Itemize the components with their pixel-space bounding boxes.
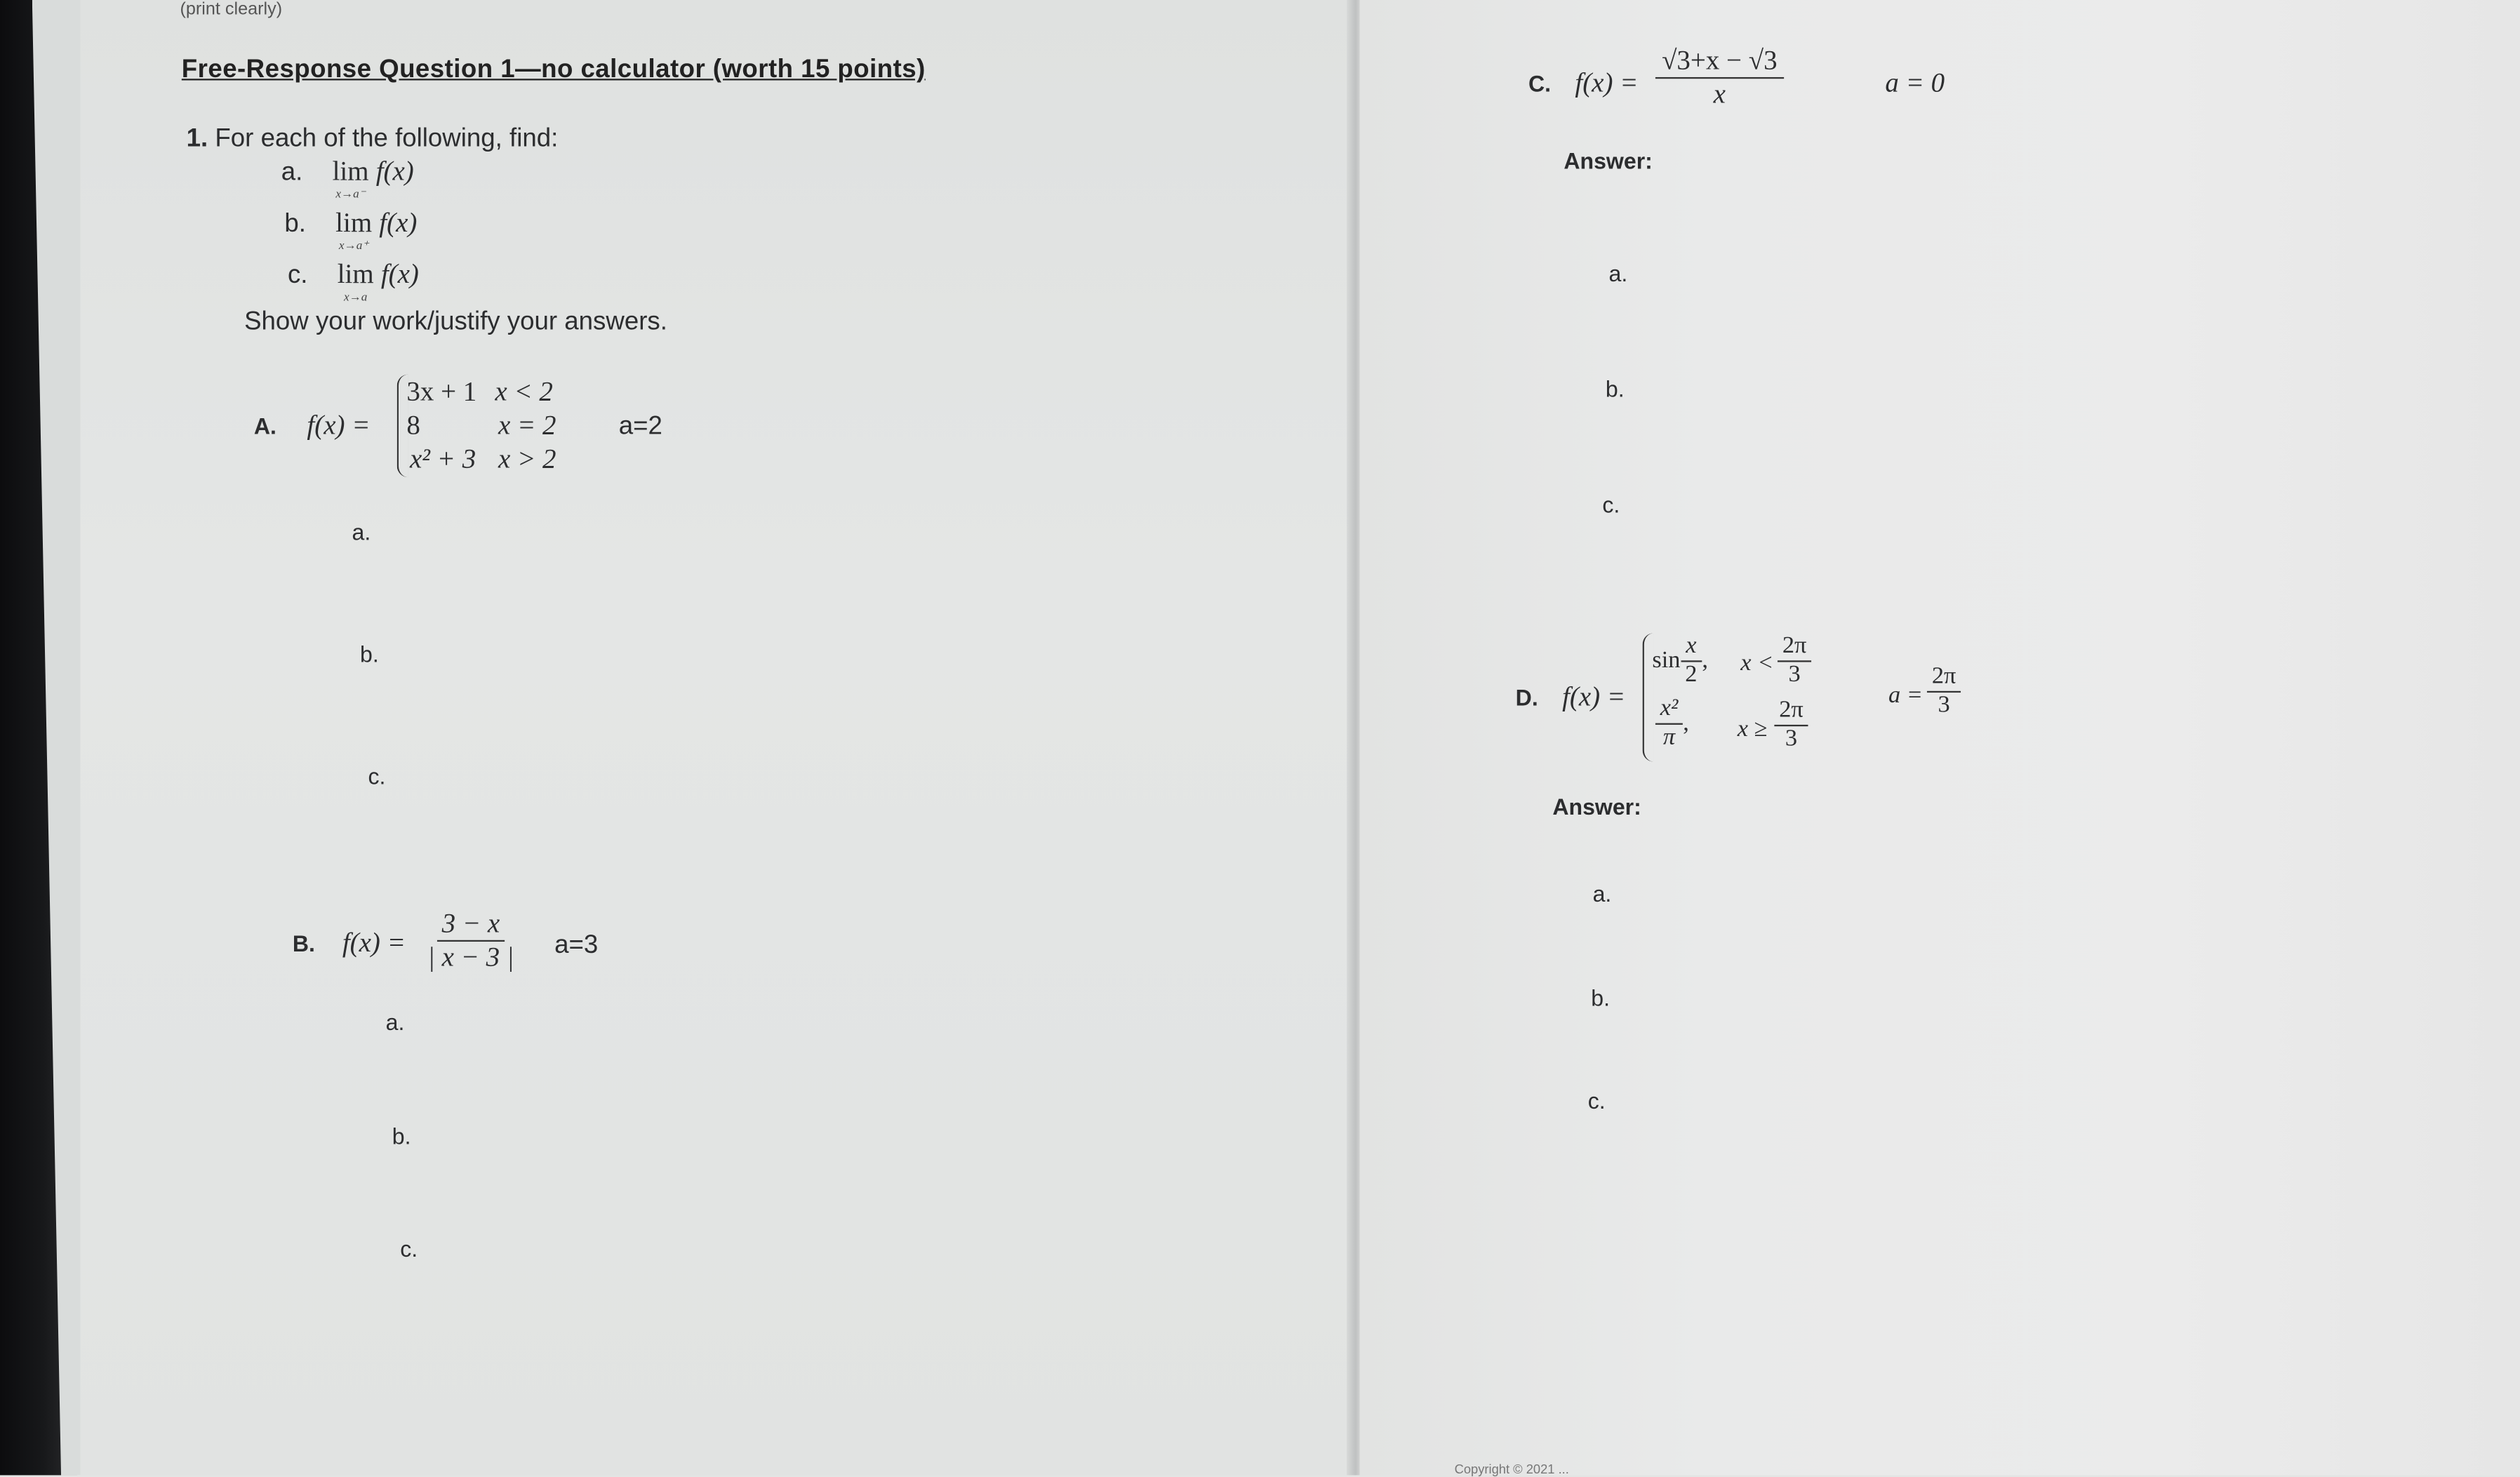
header-note: (print clearly) [180,0,283,20]
answer-b-a: a. [385,1009,405,1035]
case-a3-expr: x² + 3 [410,443,476,474]
lim-subscript: x→a⁻ [335,186,366,201]
limit-function: f(x) [379,207,418,238]
answer-a-c: c. [368,763,386,789]
case-a2-expr: 8 [406,410,420,441]
case-d2-bound [1774,697,1808,754]
question-prompt: For each of the following, find: [215,125,559,153]
limit-function: f(x) [380,258,419,290]
part-c-label: c. [287,262,308,290]
problem-b-fraction [422,908,519,973]
fraction-numerator: 3 − x [437,908,505,941]
answer-d-b: b. [1591,984,1611,1011]
question-number: 1. [186,125,208,153]
fraction-numerator: x² [1655,696,1683,726]
problem-c-answer-heading: Answer: [1564,147,1653,174]
lim-symbol: lim [335,207,373,238]
fraction-denominator: x [1713,78,1726,109]
problem-a-point: a=2 [618,413,662,441]
sin-fn: sin [1652,648,1681,674]
case-a1-expr: 3x + 1 [406,375,477,407]
page-title: Free-Response Question 1—no calculator (worth 15 points) [181,56,926,84]
answer-d-c: c. [1587,1088,1606,1114]
fraction-numerator: 2π [1778,633,1811,662]
right-page [1360,0,2520,1475]
case-a2-cond: x = 2 [498,410,556,441]
case-d1: sin $\frac{x}{2}$ , [1652,633,1708,690]
problem-c-fraction [1655,45,1784,109]
lim-subscript: x→a⁺ [338,237,369,253]
case-d1-bound [1778,633,1811,690]
case-d2-cond: x ≥ [1737,716,1768,743]
problem-d-point-fraction [1927,664,1961,721]
fraction-denominator: 3 [1938,693,1950,719]
question-prompt-line [187,126,559,154]
part-b-limit [284,207,417,251]
fraction-numerator: x [1681,633,1701,662]
fraction-denominator: 3 [1788,662,1801,688]
fraction-denominator: π [1662,725,1676,751]
case-d2: $\frac{\text{x²}}{\pi}$ , [1655,696,1689,753]
footer-copyright: Copyright © 2021 ... [1454,1462,1569,1477]
problem-c-point: a = 0 [1885,67,1945,98]
problem-b-lhs: f(x) = [342,927,406,958]
answer-c-b: b. [1605,375,1625,402]
fraction-denominator: | x − 3 | [427,941,514,972]
part-a-label: a. [281,159,303,187]
answer-b-c: c. [400,1236,418,1262]
problem-c-label: C. [1528,70,1552,97]
problem-a-label: A. [253,413,276,439]
answer-a-b: b. [360,641,379,667]
fraction-denominator: 2 [1685,662,1698,688]
answer-c-c: c. [1602,491,1620,518]
problem-d-answer-heading: Answer: [1552,794,1641,820]
problem-c-lhs: f(x) = [1575,67,1639,98]
problem-d-lhs: f(x) = [1562,681,1626,712]
fraction-denominator: 3 [1785,726,1798,753]
problem-b-label: B. [292,930,315,956]
case-d1-cond: x < [1740,650,1774,677]
lim-subscript: x→a [343,289,368,304]
problem-d-point-lhs: a = [1888,683,1923,709]
answer-d-a: a. [1592,881,1612,907]
instruction: Show your work/justify your answers. [244,308,667,336]
case-a3-cond: x > 2 [498,443,556,474]
part-c-limit [288,259,419,303]
lim-symbol: lim [332,156,369,187]
answer-c-a: a. [1608,260,1628,286]
answer-b-b: b. [392,1123,411,1149]
case-a1-cond: x < 2 [495,375,553,407]
fraction-numerator: 2π [1927,664,1961,693]
answer-a-a: a. [352,519,371,545]
part-b-label: b. [284,210,306,238]
part-a-limit [281,156,414,200]
fraction-numerator: √3+x − √3 [1655,45,1784,78]
limit-function: f(x) [375,156,414,187]
problem-b-point: a=3 [554,932,599,960]
problem-d-label: D. [1515,684,1538,711]
fraction-numerator: 2π [1774,697,1808,727]
lim-symbol: lim [337,258,374,290]
left-page [61,0,1356,1475]
problem-a-lhs: f(x) = [307,410,371,441]
